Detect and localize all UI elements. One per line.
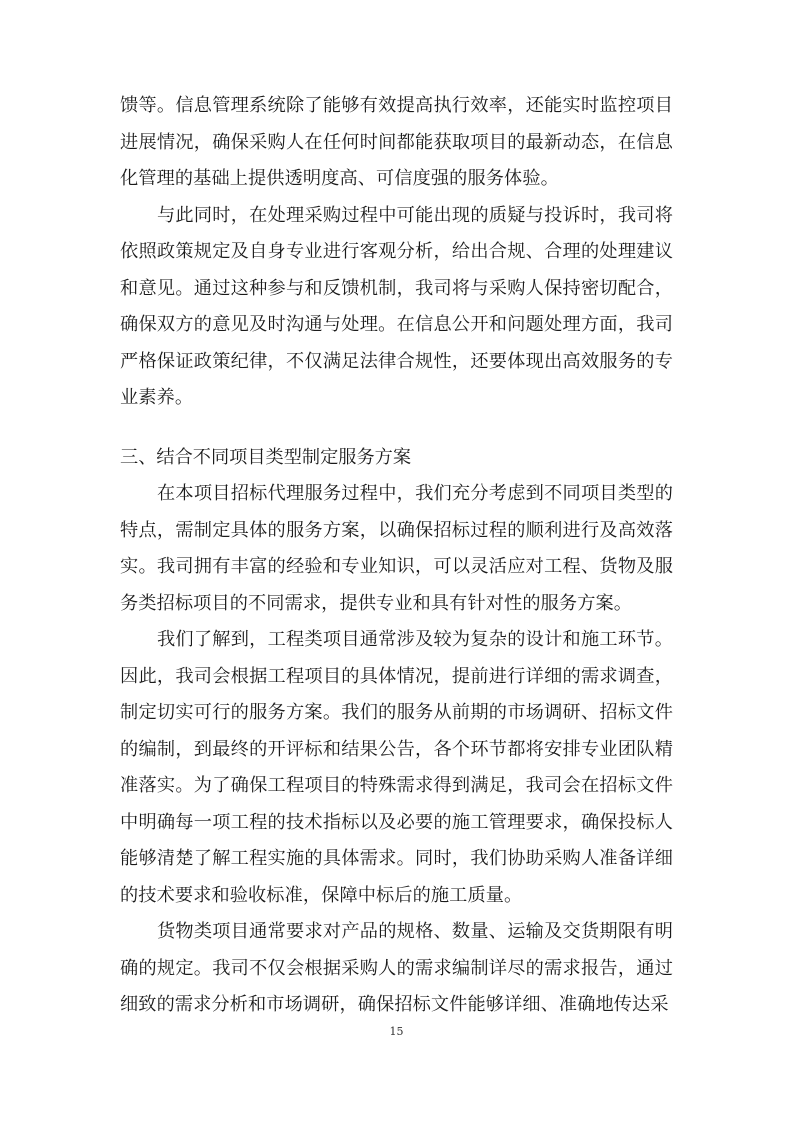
paragraph-engineering: 我们了解到，工程类项目通常涉及较为复杂的设计和施工环节。因此，我司会根据工程项目的具体情况，提前进行详细的需求调查，制定切实可行的服务方案。我们的服务从前期的市场调研、招标文件的编制，到最终的开评标和结果公告，各个环节都将安排专业团队精准落实。为了确保工程项目的特殊需求得到满足，我司会在招标文件中明确每一项工程的技术指标以及必要的施工管理要求，确保投标人能够清楚了解工程实施的具体需求。同时，我们协助采购人准备详细的技术要求和验收标准，保障中标后的施工质量。 xyxy=(120,629,673,906)
paragraph-goods: 货物类项目通常要求对产品的规格、数量、运输及交货期限有明确的规定。我司不仅会根据采购人的需求编制详尽的需求报告，通过细致的需求分析和市场调研，确保招标文件能够详细、准确地传达采 xyxy=(120,921,673,1015)
page-number: 15 xyxy=(389,1025,404,1038)
section-heading: 三、结合不同项目类型制定服务方案 xyxy=(120,446,412,468)
paragraph-complaints: 与此同时，在处理采购过程中可能出现的质疑与投诉时，我司将依照政策规定及自身专业进行客观分析，给出合规、合理的处理建议和意见。通过这种参与和反馈机制，我司将与采购人保持密切配合，确保双方的意见及时沟通与处理。在信息公开和问题处理方面，我司严格保证政策纪律，不仅满足法律合规性，还要体现出高效服务的专业素养。 xyxy=(120,204,673,408)
page-body xyxy=(120,88,673,1024)
paragraph-continued: 馈等。信息管理系统除了能够有效提高执行效率，还能实时监控项目进展情况，确保采购人在任何时间都能获取项目的最新动态，在信息化管理的基础上提供透明度高、可信度强的服务体验。 xyxy=(120,95,673,189)
paragraph-project-types: 在本项目招标代理服务过程中，我们充分考虑到不同项目类型的特点，需制定具体的服务方案，以确保招标过程的顺利进行及高效落实。我司拥有丰富的经验和专业知识，可以灵活应对工程、货物及服务类招标项目的不同需求，提供专业和具有针对性的服务方案。 xyxy=(120,483,673,614)
